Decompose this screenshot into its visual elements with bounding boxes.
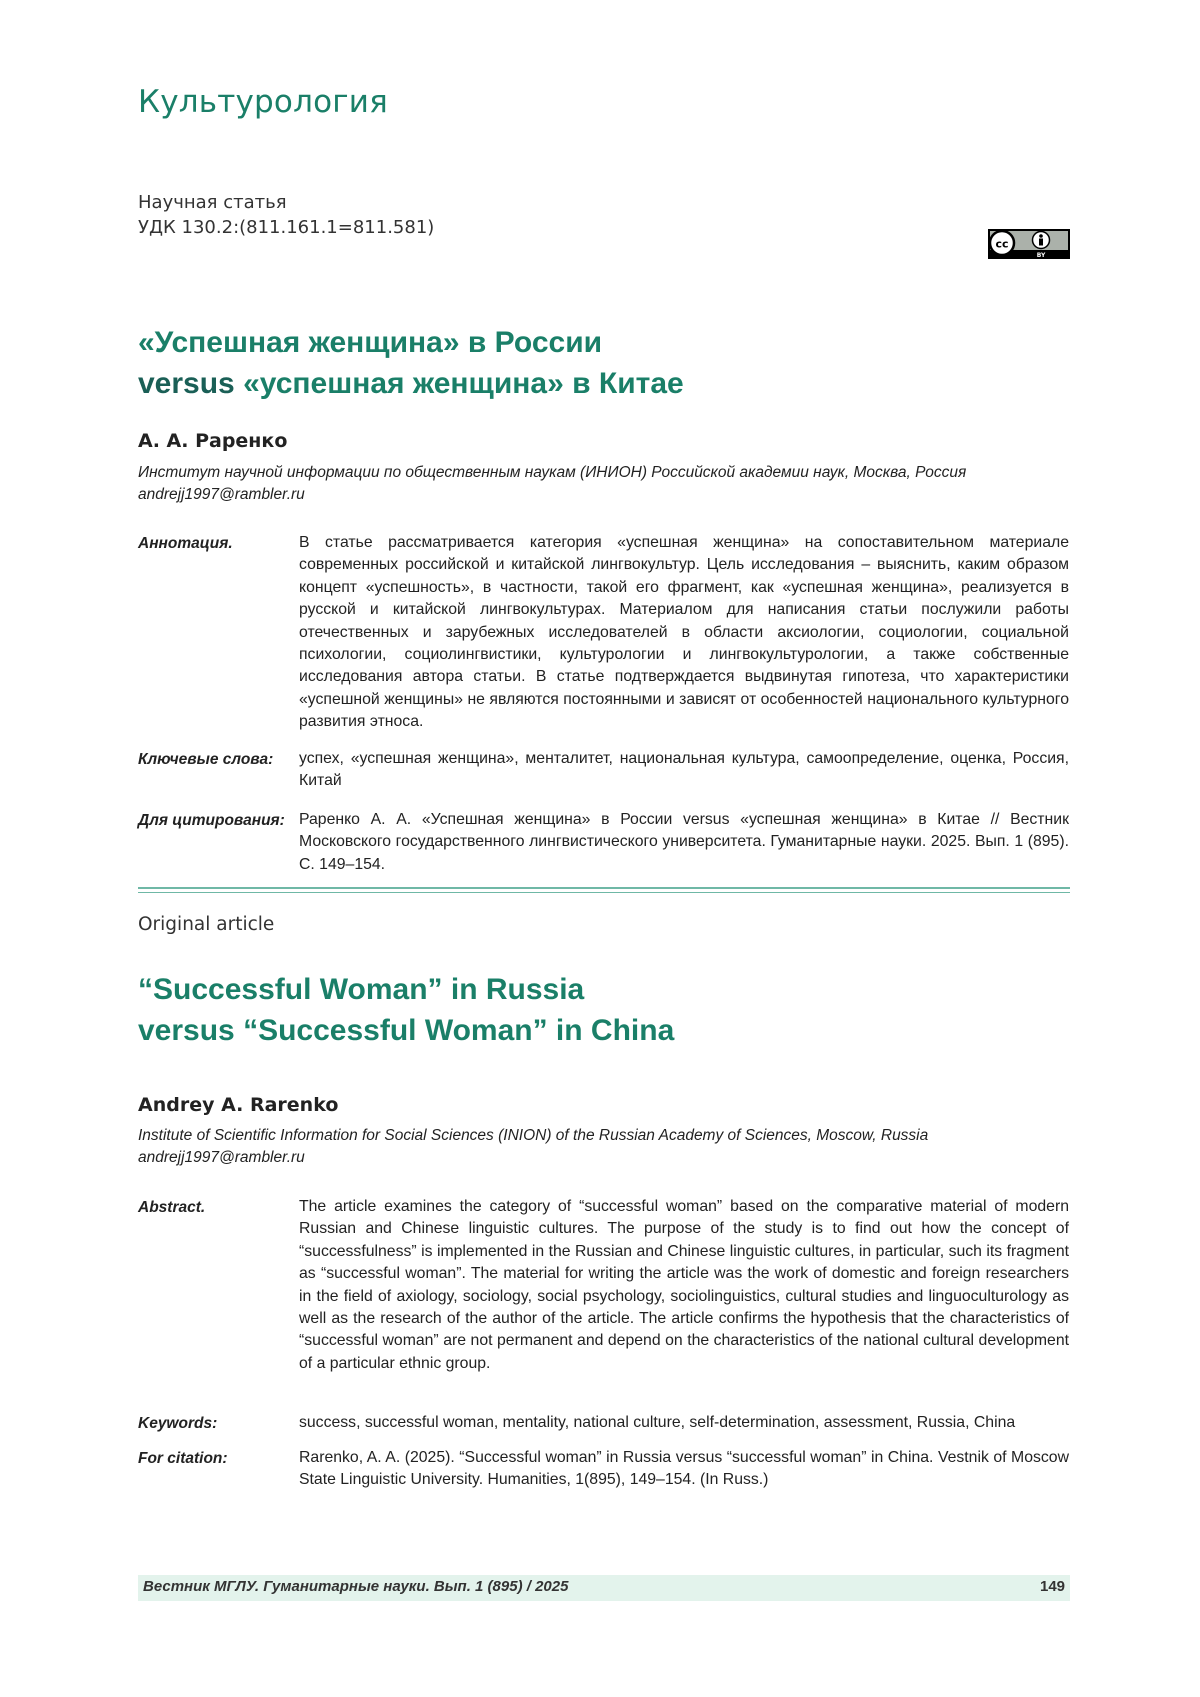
section-divider xyxy=(138,887,1070,889)
author-ru: А. А. Раренко xyxy=(138,430,287,452)
footer-journal: Вестник МГЛУ. Гуманитарные науки. Вып. 1 (895) / 2025 xyxy=(143,1578,568,1595)
article-page xyxy=(0,0,1200,1697)
license-label: BY xyxy=(1037,252,1046,259)
title-ru-line1: «Успешная женщина» в России xyxy=(138,322,684,363)
section-title: Культурология xyxy=(138,84,388,120)
affiliation-en-text: Institute of Scientific Information for Social Sciences (INION) of the Russian Academy of Sciences, Moscow, Russia xyxy=(138,1125,1078,1147)
citation-text-en: Rarenko, A. A. (2025). “Successful woman” in Russia versus “successful woman” in China. Vestnik of Moscow State Linguistic University. Humanities, 1(895), 149–154. (In Russ.) xyxy=(299,1447,1069,1492)
email-ru[interactable]: andrejj1997@rambler.ru xyxy=(138,484,1078,506)
cc-by-license-icon[interactable] xyxy=(988,229,1070,259)
abstract-label-en: Abstract. xyxy=(138,1199,205,1217)
keywords-label-ru: Ключевые слова: xyxy=(138,751,273,769)
keywords-text-ru: успех, «успешная женщина», менталитет, национальная культура, самоопределение, оценка, Россия, Китай xyxy=(299,748,1069,793)
abstract-text-ru: В статье рассматривается категория «успешная женщина» на сопоставительном материале современных российской и китайской лингвокультур. Цель исследования – выяснить, каким образом концепт «успешность», в частности, такой его фрагмент, как «успешная женщина», реализуется в русской и китайской лингвокультурах. Материалом для написания статьи послужили работы отечественных и зарубежных исследователей в области аксиологии, социологии, социальной психологии, социолингвистики, культурологии и лингвокультурологии, а также собственные исследования автора статьи. В статье подтверждается выдвинутая гипотеза, что характеристики «успешной женщины» не являются постоянными и зависят от особенностей национального культурного развития этноса. xyxy=(299,532,1069,734)
abstract-label-ru: Аннотация. xyxy=(138,535,233,553)
citation-text-ru: Раренко А. А. «Успешная женщина» в России versus «успешная женщина» в Китае // Вестник Московского государственного лингвистического университета. Гуманитарные науки. 2025. Вып. 1 (895). С. 149–154. xyxy=(299,809,1069,876)
title-ru-line2 xyxy=(138,363,684,404)
citation-label-ru: Для цитирования: xyxy=(138,812,285,830)
article-type-en: Original article xyxy=(138,914,274,935)
keywords-label-en: Keywords: xyxy=(138,1415,217,1433)
page-number: 149 xyxy=(1040,1578,1065,1595)
affiliation-ru-text: Институт научной информации по общественным наукам (ИНИОН) Российской академии наук, Москва, Россия xyxy=(138,462,1078,484)
affiliation-en xyxy=(138,1125,1078,1169)
article-type-ru: Научная статья xyxy=(138,192,287,213)
title-ru-line2-rest: «успешная женщина» в Китае xyxy=(235,367,684,400)
title-en xyxy=(138,969,674,1051)
email-en[interactable]: andrejj1997@rambler.ru xyxy=(138,1147,1078,1169)
svg-text:cc: cc xyxy=(995,238,1008,251)
title-ru xyxy=(138,322,684,404)
author-en: Andrey A. Rarenko xyxy=(138,1094,338,1116)
abstract-text-en: The article examines the category of “successful woman” based on the comparative material of modern Russian and Chinese linguistic cultures. The purpose of the study is to find out how the concept of “successfulness” is implemented in the Russian and Chinese linguistic cultures, in particular, such its fragment as “successful woman”. The material for writing the article was the work of domestic and foreign researchers in the field of axiology, sociology, social psychology, sociolinguistics, cultural studies and linguoculturology as well as the research of the author of the article. The article confirms the hypothesis that the characteristics of “successful woman” are not permanent and depend on the characteristics of the national cultural development of a particular ethnic group. xyxy=(299,1196,1069,1375)
keywords-text-en: success, successful woman, mentality, national culture, self-determination, assessment, Russia, China xyxy=(299,1412,1069,1434)
udk-code: УДК 130.2:(811.161.1=811.581) xyxy=(138,217,434,238)
citation-label-en: For citation: xyxy=(138,1450,228,1468)
title-ru-versus: versus xyxy=(138,367,235,400)
title-en-line2: versus “Successful Woman” in China xyxy=(138,1010,674,1051)
affiliation-ru xyxy=(138,462,1078,506)
section-divider-thin xyxy=(138,892,1070,893)
title-en-line1: “Successful Woman” in Russia xyxy=(138,969,674,1010)
